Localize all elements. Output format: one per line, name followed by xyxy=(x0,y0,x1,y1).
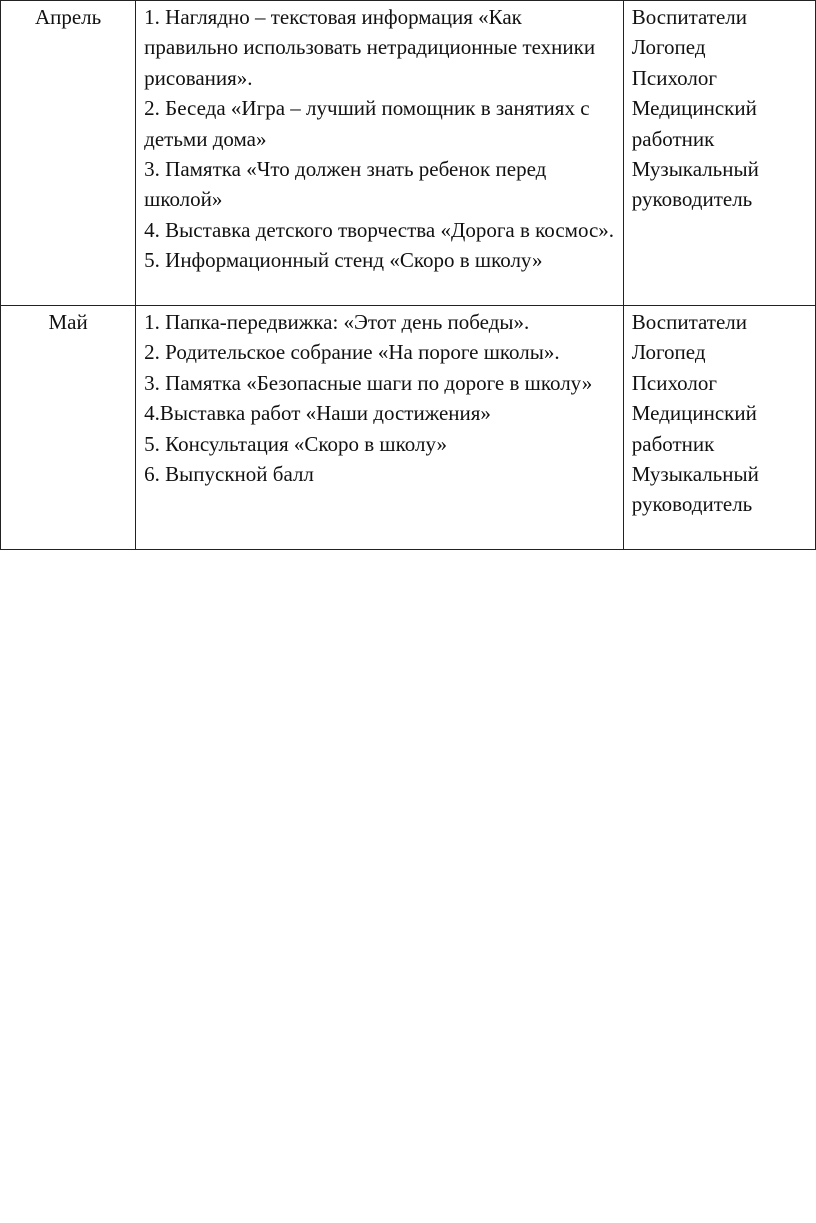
table-row-may xyxy=(1,306,816,550)
event-item: 1. Папка-передвижка: «Этот день победы». xyxy=(144,310,530,334)
responsible-item: Психолог xyxy=(631,65,717,90)
responsible-cell-april xyxy=(623,1,815,306)
event-item: 2. Родительское собрание «На пороге школы». xyxy=(144,340,560,365)
responsible-item: Психолог xyxy=(631,370,717,395)
events-table xyxy=(0,0,816,550)
responsible-item: Медицинский работник xyxy=(631,401,757,456)
month-cell-april: Апрель xyxy=(1,1,136,306)
events-cell-april xyxy=(136,1,624,306)
event-item: 2. Беседа «Игра – лучший помощник в занятиях с детьми дома» xyxy=(144,96,590,151)
responsible-item: Воспитатели xyxy=(631,310,748,334)
event-item: 4.Выставка работ «Наши достижения» xyxy=(144,401,491,426)
events-cell-may xyxy=(136,306,624,550)
month-cell-may: Май xyxy=(1,306,136,550)
responsible-item: Логопед xyxy=(631,35,706,60)
event-item: 5. Консультация «Скоро в школу» xyxy=(144,431,447,456)
event-item: 5. Информационный стенд «Скоро в школу» xyxy=(144,248,543,273)
table-row-april xyxy=(1,1,816,306)
event-item: 1. Наглядно – текстовая информация «Как правильно использовать нетрадиционные техники рисования». xyxy=(144,5,596,90)
responsible-item: Логопед xyxy=(631,340,706,365)
responsible-item: Музыкальный руководитель xyxy=(631,462,759,517)
responsible-cell-may xyxy=(623,306,815,550)
event-item: 4. Выставка детского творчества «Дорога в космос». xyxy=(144,217,615,242)
event-item: 6. Выпускной балл xyxy=(144,462,314,487)
event-item: 3. Памятка «Безопасные шаги по дороге в школу» xyxy=(144,370,593,395)
responsible-item: Медицинский работник xyxy=(631,96,757,151)
event-item: 3. Памятка «Что должен знать ребенок перед школой» xyxy=(144,157,547,212)
responsible-item: Воспитатели xyxy=(631,5,748,29)
responsible-item: Музыкальный руководитель xyxy=(631,157,759,212)
